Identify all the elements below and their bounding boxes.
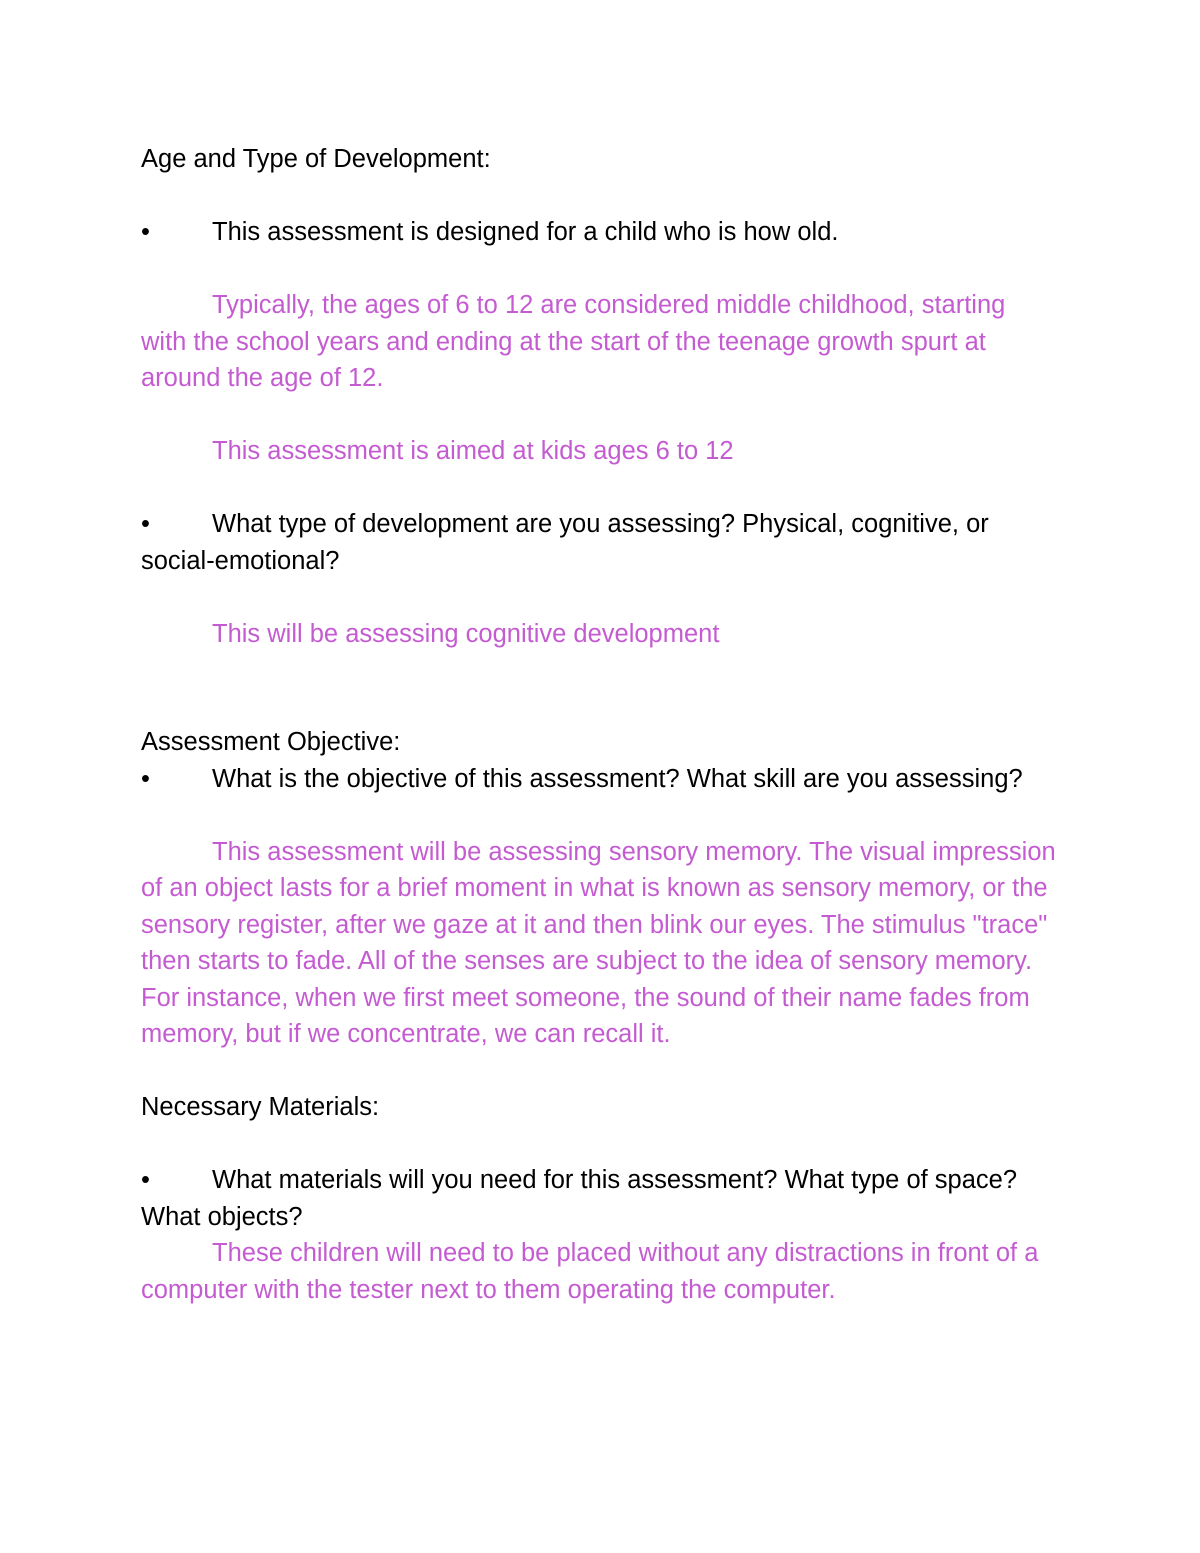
question-materials (141, 1162, 1056, 1235)
spacer (141, 470, 1056, 507)
question-objective-text: What is the objective of this assessment? What skill are you assessing? (212, 764, 1023, 793)
answer-age-summary: This assessment is aimed at kids ages 6 to 12 (212, 437, 734, 465)
section-heading-objective: Assessment Objective: (141, 728, 401, 756)
question-age-text: This assessment is designed for a child who is how old. (212, 218, 839, 246)
bullet-icon: • (141, 510, 150, 538)
spacer (141, 797, 1056, 834)
bullet-icon: • (141, 218, 150, 246)
question-development-type-text: What type of development are you assessing? Physical, cognitive, or social-emotional? (141, 510, 989, 575)
bullet-icon: • (141, 1166, 150, 1194)
document-body (141, 141, 1056, 1308)
answer-development-type: This will be assessing cognitive development (212, 619, 720, 648)
spacer (141, 178, 1056, 215)
question-objective (141, 761, 1056, 798)
answer-materials: These children will need to be placed without any distractions in front of a computer with the tester next to them operating the computer. (141, 1239, 1039, 1304)
question-age (141, 214, 1056, 251)
spacer (141, 1126, 1056, 1163)
bullet-icon: • (141, 764, 150, 793)
question-development-type (141, 506, 1056, 579)
section-heading-age-type: Age and Type of Development: (141, 145, 491, 173)
spacer (141, 579, 1056, 616)
answer-objective: This assessment will be assessing sensory memory. The visual impression of an object lasts for a brief moment in what is known as sensory memory, or the sensory register, after we gaze at it and then blink our eyes. The stimulus "trace" then starts to fade. All of the senses are subject to the idea of sensory memory. For instance, when we first meet someone, the sound of their name fades from memory, but if we concentrate, we can recall it. (141, 837, 1056, 1048)
question-materials-text: What materials will you need for this assessment? What type of space? What objects? (141, 1166, 1018, 1231)
answer-age-paragraph: Typically, the ages of 6 to 12 are considered middle childhood, starting with the school years and ending at the start of the teenage growth spurt at around the age of 12. (141, 291, 1006, 392)
spacer (141, 652, 1056, 724)
spacer (141, 397, 1056, 434)
spacer (141, 1053, 1056, 1090)
section-heading-materials: Necessary Materials: (141, 1093, 380, 1121)
spacer (141, 251, 1056, 288)
